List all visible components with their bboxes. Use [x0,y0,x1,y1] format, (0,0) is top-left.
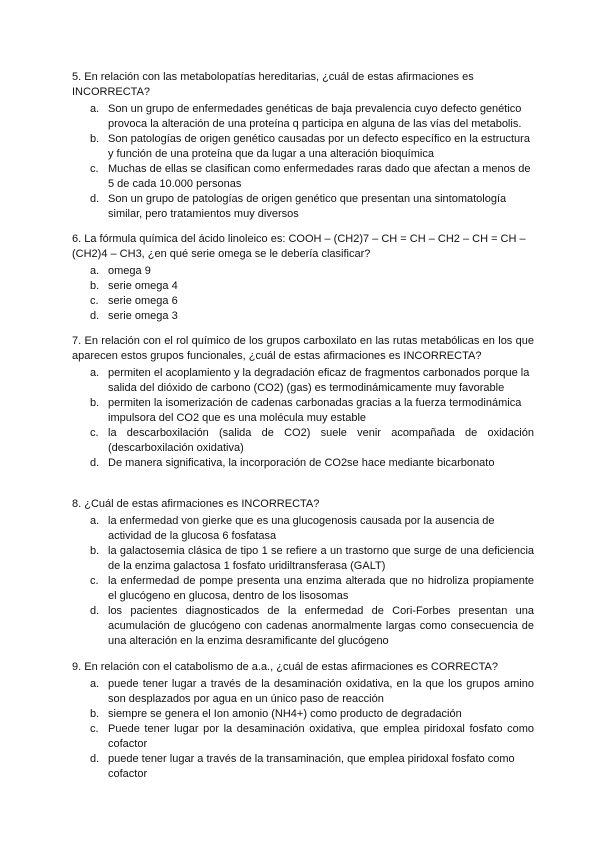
answer-option [72,677,534,707]
option-text: Son patologías de origen genético causadas por un defecto específico en la estructura y función de una proteína que da lugar a una alteración bioquímica [108,133,530,160]
question-6 [72,232,534,324]
answer-options [72,366,534,471]
answer-option [72,574,534,604]
question-stem: 6. La fórmula química del ácido linoleico es: COOH – (CH2)7 – CH = CH – CH2 – CH = CH – (CH2)4 – CH3, ¿en qué serie omega se le debería clasificar? [72,233,526,260]
answer-option [72,514,534,544]
option-text: los pacientes diagnosticados de la enfermedad de Cori-Forbes presentan una acumulación de glucógeno con cadenas anormalmente largas como consecuencia de una alteración en la enzima desramificante del glucógeno [108,605,534,647]
option-letter: a. [90,265,100,277]
option-letter: d. [90,310,100,322]
answer-option [72,294,534,309]
answer-option [72,192,534,222]
option-text: siempre se genera el Ion amonio (NH4+) como producto de degradación [108,708,462,720]
option-text: Son un grupo de patologías de origen genético que presentan una sintomatología similar, pero tratamientos muy diversos [108,193,507,220]
option-text: la galactosemia clásica de tipo 1 se refiere a un trastorno que surge de una deficiencia de la enzima galactosa 1 fosfato uridiltransferasa (GALT) [108,545,534,572]
answer-option [72,366,534,396]
option-letter: a. [90,103,100,115]
answer-option [72,752,534,782]
answer-option [72,264,534,279]
option-text: Son un grupo de enfermedades genéticas de baja prevalencia cuyo defecto genético provoca la alteración de una proteína q participa en alguna de las vías del metabolis. [108,103,522,130]
option-letter: a. [90,367,100,379]
question-stem: 8. ¿Cuál de estas afirmaciones es INCORRECTA? [72,498,320,510]
answer-option [72,707,534,722]
option-letter: d. [90,457,100,469]
option-letter: d. [90,605,100,617]
option-text: la descarboxilación (salida de CO2) suele venir acompañada de oxidación (descarboxilación oxidativa) [108,427,534,454]
option-letter: b. [90,397,100,409]
option-letter: d. [90,193,100,205]
answer-option [72,309,534,324]
question-7 [72,334,534,471]
option-text: la enfermedad von gierke que es una glucogenosis causada por la ausencia de actividad de la glucosa 6 fosfatasa [108,515,495,542]
option-text: permiten la isomerización de cadenas carbonadas gracias a la fuerza termodinámica impulsora del CO2 que es una molécula muy estable [108,397,522,424]
option-letter: b. [90,133,100,145]
answer-option [72,456,534,471]
option-text: permiten el acoplamiento y la degradación eficaz de fragmentos carbonados porque la salida del dióxido de carbono (CO2) (gas) es termodinámicamente muy favorable [108,367,530,394]
answer-option [72,722,534,752]
option-letter: d. [90,753,100,765]
option-letter: b. [90,545,100,557]
option-text: la enfermedad de pompe presenta una enzima alterada que no hidroliza propiamente el glucógeno en glucosa, dentro de los lisosomas [108,575,534,602]
option-letter: c. [90,427,99,439]
option-text: Muchas de ellas se clasifican como enfermedades raras dado que afectan a menos de 5 de cada 10.000 personas [108,163,531,190]
answer-options [72,514,534,649]
question-9 [72,660,534,782]
question-stem: 5. En relación con las metabolopatías hereditarias, ¿cuál de estas afirmaciones es INCORRECTA? [72,71,474,98]
question-8 [72,497,534,649]
option-letter: a. [90,678,100,690]
option-text: puede tener lugar a través de la transaminación, que emplea piridoxal fosfato como cofactor [108,753,515,780]
question-stem: 9. En relación con el catabolismo de a.a., ¿cuál de estas afirmaciones es CORRECTA? [72,661,498,673]
answer-option [72,544,534,574]
option-letter: b. [90,708,100,720]
answer-option [72,426,534,456]
option-text: puede tener lugar a través de la desaminación oxidativa, en la que los grupos amino son desplazados por agua en un único paso de reacción [108,678,534,705]
answer-option [72,132,534,162]
answer-option [72,279,534,294]
option-text: omega 9 [108,265,151,277]
answer-options [72,677,534,782]
option-letter: c. [90,575,99,587]
option-text: Puede tener lugar por la desaminación oxidativa, que emplea piridoxal fosfato como cofactor [108,723,534,750]
question-5 [72,70,534,222]
answer-options [72,264,534,324]
answer-option [72,396,534,426]
option-letter: c. [90,723,99,735]
option-text: De manera significativa, la incorporación de CO2se hace mediante bicarbonato [108,457,495,469]
option-text: serie omega 4 [108,280,178,292]
answer-option [72,604,534,649]
option-text: serie omega 3 [108,310,178,322]
option-letter: a. [90,515,100,527]
answer-options [72,102,534,222]
answer-option [72,102,534,132]
option-text: serie omega 6 [108,295,178,307]
question-stem: 7. En relación con el rol químico de los grupos carboxilato en las rutas metabólicas en los que aparecen estos grupos funcionales, ¿cuál de estas afirmaciones es INCORRECTA? [72,335,534,362]
answer-option [72,162,534,192]
option-letter: c. [90,163,99,175]
option-letter: b. [90,280,100,292]
option-letter: c. [90,295,99,307]
